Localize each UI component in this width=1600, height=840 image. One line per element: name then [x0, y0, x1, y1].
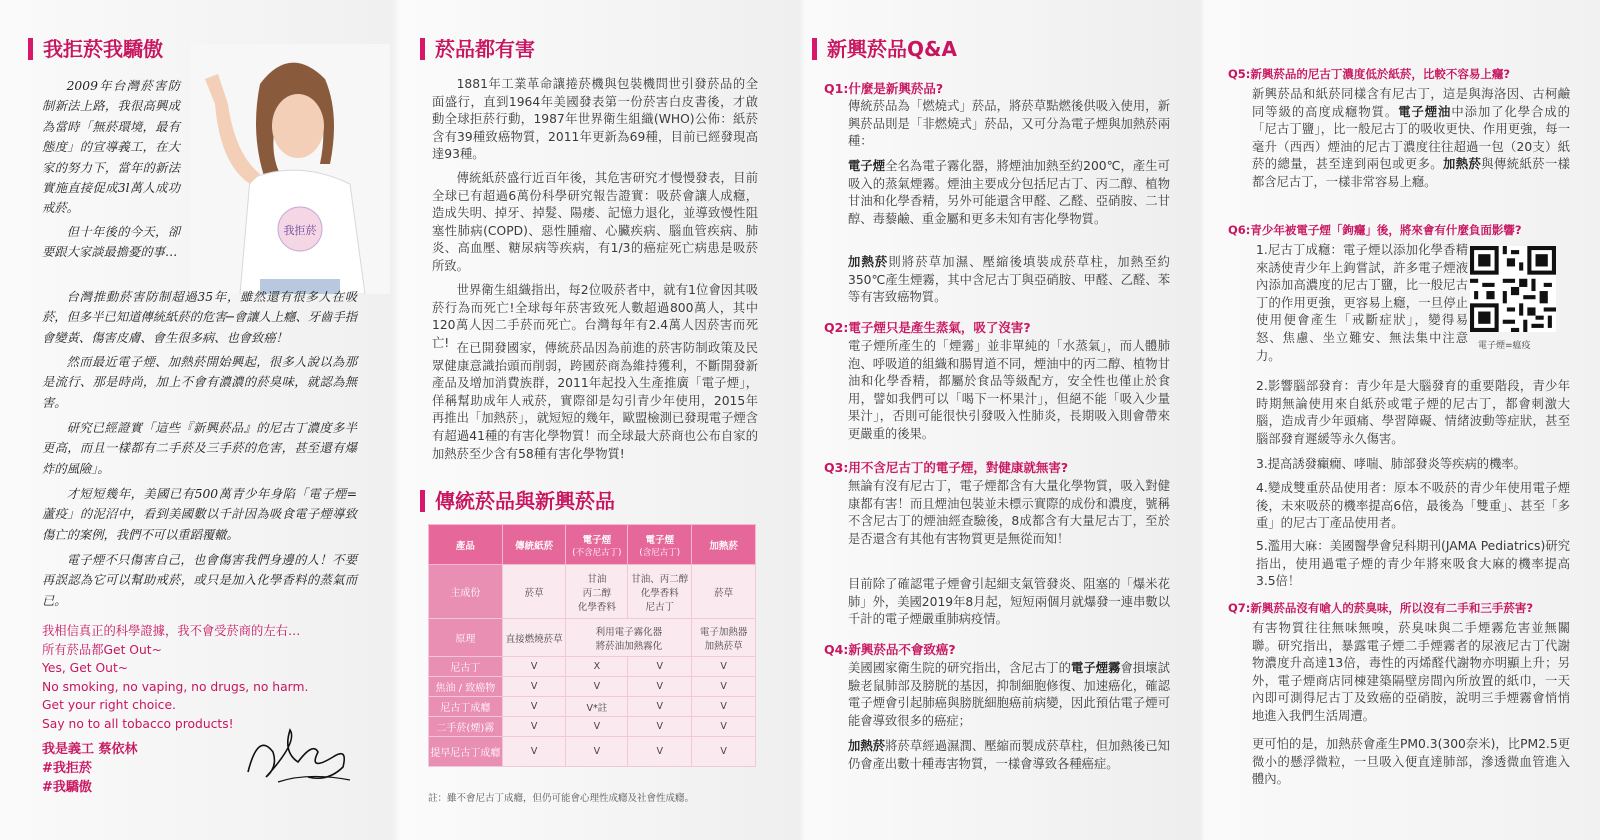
table-cell: V: [692, 657, 756, 677]
table-cell: V: [692, 737, 756, 767]
panel2-heading2: 傳統菸品與新興菸品: [420, 490, 615, 512]
answer-5-end: 與傳統紙菸一樣都含尼古丁，一樣非常容易上癮。: [1252, 157, 1570, 189]
question-6: Q6:青少年被電子煙「鉤癮」後，將來會有什麼負面影響?: [1228, 223, 1522, 237]
table-note: 註：雖不會尼古丁成癮，但仍可能會心理性成癮及社會性成癮。: [428, 793, 695, 804]
table-row-label: 二手菸(煙)霧: [429, 717, 503, 737]
question-4: Q4:新興菸品不會致癌?: [824, 642, 956, 657]
table-cell: V: [692, 677, 756, 697]
panel2-para2: 傳統紙菸盛行近百年後，其危害研究才慢慢發表，目前全球已有超過6萬份科學研究報告證實：吸菸會讓人成癮，造成失明、掉牙、掉髮、陽痿、記憶力退化，並導致慢性阻塞性肺病(COPD)、惡性腫瘤、心臟疾病、腦血管疾病、肺炎、高血壓、糖尿病等疾病，有1/3的癌症死亡病患是吸菸所致。: [432, 171, 758, 273]
panel2-para4: 在已開發國家，傳統菸品因為前進的菸害防制政策及民眾健康意識抬頭而削弱，跨國菸商為維持獲利，不斷開發新產品及增加消費族群，2011年起投入生產推廣「電子煙」，佯稱幫助成年人戒菸，實際卻是勾引青少年使用，2015年再推出「加熱菸」，就短短的幾年，歐盟檢測已發現電子煙含有超過41種的有害化學物質！而全球最大菸商也公布自家的加熱菸至少含有58種有害化學物質!: [432, 341, 758, 461]
panel1-para7: 電子煙不只傷害自己，也會傷害我們身邊的人！不要再誤認為它可以幫助戒菸，或只是加入化學香料的蒸氣而已。: [42, 553, 357, 608]
table-row: [429, 717, 756, 737]
answer-4a-text: 會損壞試驗老鼠肺部及膀胱的基因，抑制細胞修復、加速癌化，確認電子煙會引起肺癌與膀胱細胞癌前病變，因此預估電子煙可能會導致很多的癌症；: [848, 661, 1170, 728]
table-cell: V*註: [566, 697, 628, 717]
pink-line-3: Yes, Get Out~: [42, 661, 129, 675]
table-header-ecig-no-nic: 電子煙 (不含尼古丁): [566, 525, 628, 565]
table-cell: 電子加熱器 加熱菸草: [692, 619, 756, 657]
item-6-3: 3.提高誘發癲癇、哮喘、肺部發炎等疾病的機率。: [1256, 457, 1526, 471]
table-row-label: 提早尼古丁成癮: [429, 737, 503, 767]
answer-5-pre: 新興菸品和紙菸同樣含有尼古丁，這是與海洛因、古柯鹼同等級的高度成癮物質。: [1252, 87, 1570, 119]
spokesperson-illustration: [190, 44, 390, 294]
answer-4b-text: 將菸草經過濕潤、壓縮而製成菸草柱，但加熱後已知仍會產出數十種毒害物質，一樣會導致各種癌症。: [848, 739, 1170, 771]
panel-4: [1200, 0, 1600, 840]
table-cell: 甘油、丙二醇 化學香料 尼古丁: [628, 565, 692, 619]
table-cell: V: [502, 677, 566, 697]
pink-line-1: 我相信真正的科學證據，我不會受菸商的左右…: [42, 624, 301, 638]
table-header-product: 產品: [429, 525, 503, 565]
table-row: [429, 697, 756, 717]
comparison-table: [428, 524, 756, 767]
panel1-para6: 才短短幾年，美國已有500萬青少年身陷「電子煙=蘆疫」的泥沼中，看到美國數以千計因為吸食電子煙導致傷亡的案例，我們不可以重蹈覆轍。: [42, 487, 357, 542]
item-6-5: 5.濫用大麻：美國醫學會兒科期刊(JAMA Pediatrics)研究指出，使用過電子煙的青少年將來吸食大麻的機率提高3.5倍！: [1256, 539, 1570, 589]
table-cell: 直接燃燒菸草: [502, 619, 566, 657]
qr-code-icon[interactable]: [1470, 246, 1556, 332]
term-eliquid: 電子煙油: [1398, 104, 1452, 119]
table-cell: 利用電子霧化器 將菸油加熱霧化: [566, 619, 692, 657]
table-row: [429, 565, 756, 619]
term-heated-3: 加熱菸: [1443, 157, 1482, 172]
table-cell: V: [566, 717, 628, 737]
table-cell: V: [628, 717, 692, 737]
table-cell: V: [628, 677, 692, 697]
term-heated-2: 加熱菸: [848, 739, 886, 753]
sign-block: [42, 740, 138, 797]
panel1-heading: 我拒菸我驕傲: [28, 38, 163, 60]
hashtag-1: #我拒菸: [42, 761, 92, 776]
table-cell: X: [566, 657, 628, 677]
table-cell: V: [628, 657, 692, 677]
answer-3a: 無論有沒有尼古丁，電子煙都含有大量化學物質，吸入對健康都有害！而且煙油包裝並未標示實際的成份和濃度，號稱不含尼古丁的煙油經查驗後，8成都含有大量尼古丁，至於是否還含有其他有害物質更是無從而知！: [848, 479, 1170, 546]
table-cell: V: [502, 697, 566, 717]
signature-graphic: [238, 722, 356, 788]
table-row-label: 原理: [429, 619, 503, 657]
table-cell: V: [692, 717, 756, 737]
table-header-cigarette: 傳統紙菸: [502, 525, 566, 565]
pink-line-4: No smoking, no vaping, no drugs, no harm.: [42, 679, 309, 694]
table-cell: V: [502, 737, 566, 767]
answer-1a: 傳統菸品為「燃燒式」菸品，將菸草點燃後供吸入使用，新興菸品則是「非燃燒式」菸品，又可分為電子煙與加熱菸兩種：: [848, 99, 1170, 149]
answer-1b: [848, 158, 1170, 228]
table-cell: V: [566, 677, 628, 697]
panel1-para4: 然而最近電子煙、加熱菸開始興起，很多人說以為那是流行、那是時尚，加上不會有濃濃的菸臭味，就認為無害。: [42, 355, 357, 410]
qr-caption: 電子煙=瘟疫: [1478, 341, 1531, 351]
question-3: Q3:用不含尼古丁的電子煙，對健康就無害?: [824, 460, 1069, 475]
panel1-para1: 2009年台灣菸害防制新法上路，我很高興成為當時「無菸環境，最有態度」的宣導義工，在大家的努力下，當年的新法實施直接促成3l萬人成功戒菸。: [42, 79, 180, 216]
table-cell: V: [692, 697, 756, 717]
item-6-2: 2.影響腦部發育：青少年是大腦發育的重要階段，青少年時期無論使用來自紙菸或電子煙的尼古丁，都會刺激大腦，造成青少年頭痛、學習障礙、情緒波動等症狀，甚至腦部發育遲緩等永久傷害。: [1256, 379, 1570, 446]
answer-7a: 有害物質往往無味無嗅，菸臭味與二手煙霧危害並無關聯。研究指出，暴露電子煙二手煙霧者的尿液尼古丁代謝物濃度升高達13倍，毒性的丙烯醛代謝物亦明顯上升；另外，電子煙商店同棟建築隔壁房間內所放置的紙巾，一天內即可測得尼古丁及致癌的亞硝胺，說明三手煙霧會悄悄地進入我們生活周遭。: [1252, 621, 1570, 723]
answer-4a-pre: 美國國家衛生院的研究指出，含尼古丁的: [848, 661, 1071, 675]
answer-4a: [848, 660, 1170, 730]
panel-3: [800, 0, 1200, 840]
answer-1b-text: 全名為電子霧化器，將煙油加熱至約200℃，產生可吸入的蒸氣煙霧。煙油主要成分包括尼古丁、丙二醇、植物甘油和化學香精，另外可能還含甲醛、乙醛、亞硝胺、二甘醇、毒藜鹼、重金屬和更多未知有害化學物質。: [848, 159, 1170, 226]
hashtag-2: #我驕傲: [42, 780, 92, 795]
table-row: [429, 619, 756, 657]
answer-2: 電子煙所產生的「煙霧」並非單純的「水蒸氣」，而人體肺泡、呼吸道的組織和腸胃道不同，煙油中的丙二醇、植物甘油和化學香精，都屬於食品等級配方，安全性也僅止於食用，譬如我們可以「喝下一杯果汁」，但絕不能「吸入少量果汁」，否則可能很快引發吸入性肺炎，長期吸入則會帶來更嚴重的後果。: [848, 339, 1170, 441]
table-cell: V: [502, 717, 566, 737]
panel1-para3: 台灣推動菸害防制超過35年，雖然還有很多人在吸菸，但多半已知道傳統紙菸的危害─會讓人上癮、牙齒手指會變黃、傷害皮膚、會生很多病、也會致癌！: [42, 290, 357, 345]
term-ecig: 電子煙: [848, 159, 886, 173]
table-row: [429, 657, 756, 677]
answer-1c-text: 則將菸草加濕、壓縮後填裝成菸草柱，加熱至約350℃產生煙霧，其中含尼古丁與亞硝胺、甲醛、乙醛、苯等有害致癌物質。: [848, 255, 1170, 305]
term-ecig-vapor: 電子煙霧: [1070, 661, 1121, 675]
table-cell: 菸草: [502, 565, 566, 619]
sign-name: 我是義工 蔡依林: [42, 742, 138, 757]
answer-5: [1252, 86, 1570, 192]
term-heated: 加熱菸: [848, 255, 889, 269]
table-cell: V: [628, 697, 692, 717]
pink-message: [42, 622, 362, 733]
table-cell: V: [566, 737, 628, 767]
question-2: Q2:電子煙只是產生蒸氣，吸了沒害?: [824, 320, 1031, 335]
answer-3b: 目前除了確認電子煙會引起細支氣管發炎、阻塞的「爆米花肺」外，美國2019年8月起，短短兩個月就爆發一連串數以千計的電子煙嚴重肺病疫情。: [848, 577, 1170, 627]
table-cell: V: [502, 657, 566, 677]
panel-1: [0, 0, 398, 840]
table-header-heated: 加熱菸: [692, 525, 756, 565]
panel2-para3: 世界衛生組織指出，每2位吸菸者中，就有1位會因其吸菸行為而死亡!全球每年菸害致死人數超過800萬人，其中120萬人因二手菸而死亡。台灣每年有2.4萬人因菸害而死亡!: [432, 283, 758, 350]
shirt-logo-text: 我拒菸: [283, 224, 317, 237]
item-6-1: 1.尼古丁成癮：電子煙以添加化學香精來誘使青少年上鉤嘗試，許多電子煙液內添加高濃度的尼古丁鹽，比一般尼古丁的作用更強，更容易上癮，一旦停止使用便會產生「戒斷症狀」，變得易怒、焦慮、坐立難安、無法集中注意力。: [1256, 243, 1468, 363]
answer-7b: 更可怕的是，加熱菸會產生PM0.3(300奈米)，比PM2.5更微小的懸浮微粒，一旦吸入便直達肺部，滲透微血管進入體內。: [1252, 737, 1570, 787]
panel3-heading: 新興菸品Q&A: [812, 38, 957, 60]
answer-4b: [848, 738, 1170, 773]
pink-line-2: 所有菸品都Get Out~: [42, 642, 162, 657]
panel2-heading: 菸品都有害: [420, 38, 535, 60]
answer-1c: [848, 254, 1170, 307]
table-row-label: 焦油 / 致癌物: [429, 677, 503, 697]
answer-5-mid: 中添加了化學合成的「尼古丁鹽」，比一般尼古丁的吸收更快、作用更強，每一毫升（西西）煙油的尼古丁濃度往往超過一包（20支）紙菸的總量，甚至達到兩包或更多。: [1252, 104, 1570, 172]
panel1-para5: 研究已經證實「這些『新興菸品』的尼古丁濃度多半更高，而且一樣都有二手菸及三手菸的危害，甚至還有爆炸的風險」。: [42, 421, 357, 476]
table-row-label: 主成份: [429, 565, 503, 619]
table-cell: 甘油 丙二醇 化學香料: [566, 565, 628, 619]
question-7: Q7:新興菸品沒有嗆人的菸臭味，所以沒有二手和三手菸害?: [1228, 601, 1534, 615]
table-row: [429, 737, 756, 767]
item-6-4: 4.變成雙重菸品使用者：原本不吸菸的青少年使用電子煙後，未來吸菸的機率提高6倍，最後為「雙重」、甚至「多重」的尼古丁產品使用者。: [1256, 481, 1570, 531]
table-row-label: 尼古丁成癮: [429, 697, 503, 717]
panel1-para2: 但十年後的今天，卻要跟大家談最擔憂的事…: [42, 225, 180, 260]
table-row: [429, 677, 756, 697]
table-header-ecig-nic: 電子煙 (含尼古丁): [628, 525, 692, 565]
panel2-para1: 1881年工業革命讓捲菸機與包裝機問世引發菸品的全面盛行，直到1964年美國發表第一份菸害白皮書後，才啟動全球拒菸行動，1987年世界衛生組織(WHO)公佈：紙菸含有39種致癌物質，2011年更新為69種，目前已經發現高達93種。: [432, 77, 758, 162]
question-1: Q1:什麼是新興菸品?: [824, 81, 944, 96]
table-row-label: 尼古丁: [429, 657, 503, 677]
table-cell: 菸草: [692, 565, 756, 619]
pink-line-5: Get your right choice.: [42, 698, 176, 712]
panel-2: [400, 0, 798, 840]
question-5: Q5:新興菸品的尼古丁濃度低於紙菸，比較不容易上癮?: [1228, 67, 1511, 81]
pink-line-6: Say no to all tobacco products!: [42, 716, 234, 731]
table-cell: V: [628, 737, 692, 767]
